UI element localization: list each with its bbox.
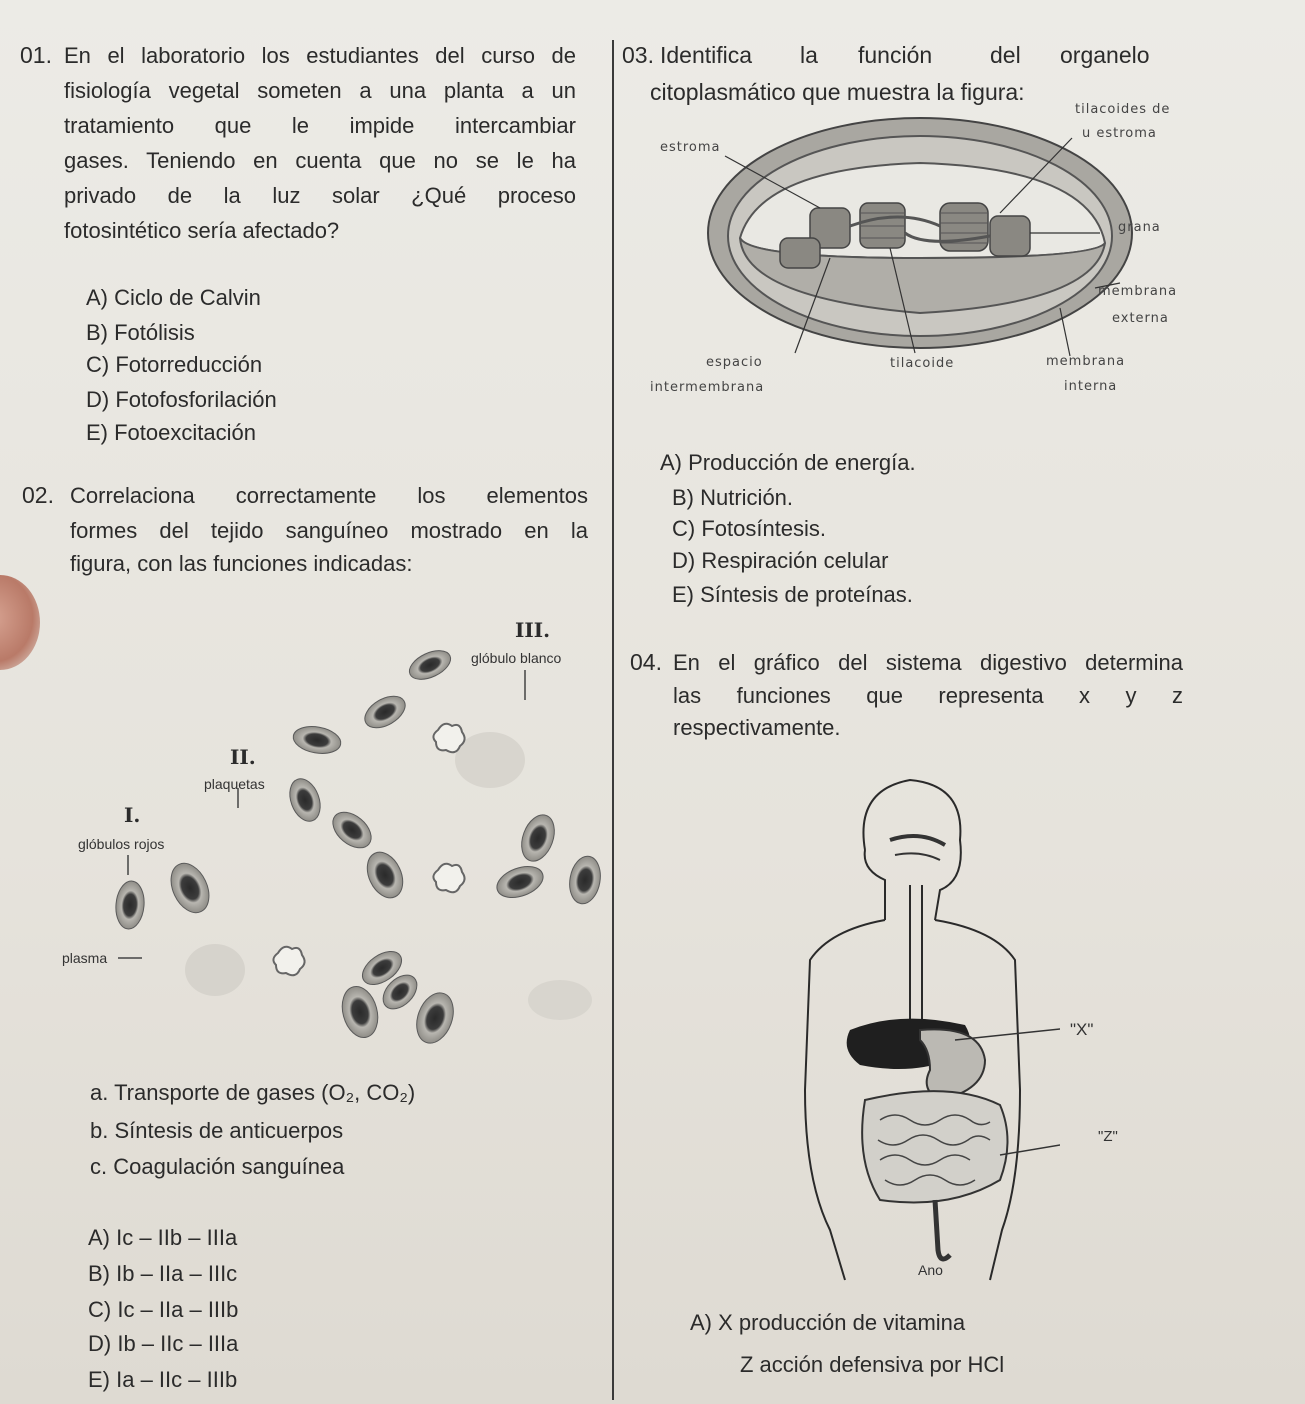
q01-line-3: tratamiento que le impide intercambiar bbox=[64, 113, 576, 138]
q01-option-a[interactable]: A) Ciclo de Calvin bbox=[86, 285, 261, 310]
label-membrana-externa-2: externa bbox=[1112, 311, 1169, 326]
label-x: "X" bbox=[1070, 1020, 1094, 1039]
q01-number: 01. bbox=[20, 42, 52, 68]
q02-line-1: Correlaciona correctamente los elementos bbox=[70, 483, 588, 508]
roman-two: II. bbox=[230, 745, 256, 769]
q03-word-5: organelo bbox=[1060, 42, 1150, 68]
q02-number: 02. bbox=[22, 482, 54, 508]
q02-option-e[interactable]: E) Ia – IIc – IIIb bbox=[88, 1367, 238, 1392]
q03-word-2: la bbox=[800, 42, 818, 68]
digestive-system-figure bbox=[770, 760, 1060, 1300]
q03-option-a[interactable]: A) Producción de energía. bbox=[660, 450, 916, 475]
q01-line-1: En el laboratorio los estudiantes del curso de bbox=[64, 43, 576, 68]
q02-line-2: formes del tejido sanguíneo mostrado en la bbox=[70, 518, 588, 543]
q01-option-c[interactable]: C) Fotorreducción bbox=[86, 352, 263, 377]
q04-line-3: respectivamente. bbox=[673, 715, 841, 740]
roman-one: I. bbox=[124, 803, 141, 827]
label-espacio-1: espacio bbox=[706, 355, 763, 370]
blood-cells-figure bbox=[60, 600, 610, 1060]
label-membrana-interna-1: membrana bbox=[1046, 354, 1126, 369]
label-red-blood-cells: glóbulos rojos bbox=[78, 836, 165, 852]
chloroplast-figure bbox=[700, 108, 1140, 368]
label-tilacoide: tilacoide bbox=[890, 356, 955, 371]
q01-line-6: fotosintético sería afectado? bbox=[64, 218, 340, 243]
roman-three: III. bbox=[515, 618, 551, 642]
label-espacio-2: intermembrana bbox=[650, 380, 765, 395]
label-z: "Z" bbox=[1098, 1128, 1118, 1145]
label-white-blood-cell: glóbulo blanco bbox=[471, 650, 562, 666]
q03-word-4: del bbox=[990, 42, 1021, 68]
q02-line-3: figura, con las funciones indicadas: bbox=[70, 551, 413, 576]
q04-line-1: En el gráfico del sistema digestivo determina bbox=[673, 650, 1183, 675]
q03-number: 03. bbox=[622, 42, 654, 68]
label-membrana-externa-1: membrana bbox=[1098, 284, 1178, 299]
q03-word-1: Identifica bbox=[660, 42, 753, 68]
q01-line-2: fisiología vegetal someten a una planta a un bbox=[64, 78, 576, 103]
label-platelets: plaquetas bbox=[204, 776, 265, 792]
q02-function-a: a. Transporte de gases (O₂, CO₂) bbox=[90, 1080, 416, 1105]
q02-option-a[interactable]: A) Ic – IIb – IIIa bbox=[88, 1225, 238, 1250]
label-ano: Ano bbox=[918, 1262, 943, 1278]
q04-number: 04. bbox=[630, 649, 662, 675]
label-plasma: plasma bbox=[62, 950, 108, 966]
label-estroma: estroma bbox=[660, 140, 721, 155]
q03-option-c[interactable]: C) Fotosíntesis. bbox=[672, 516, 827, 541]
q02-option-d[interactable]: D) Ib – IIc – IIIa bbox=[88, 1331, 239, 1356]
q03-option-d[interactable]: D) Respiración celular bbox=[672, 548, 889, 573]
column-divider bbox=[612, 40, 614, 1400]
q03-option-b[interactable]: B) Nutrición. bbox=[672, 485, 794, 510]
q02-function-c: c. Coagulación sanguínea bbox=[90, 1154, 345, 1179]
q01-option-b[interactable]: B) Fotólisis bbox=[86, 320, 195, 345]
q04-option-a-line-2: Z acción defensiva por HCl bbox=[740, 1352, 1005, 1377]
label-tilacoides-2: u estroma bbox=[1082, 126, 1157, 141]
gas-formula: (O₂, CO₂) bbox=[321, 1080, 416, 1105]
q03-word-3: función bbox=[858, 42, 933, 68]
q01-option-d[interactable]: D) Fotofosforilación bbox=[86, 387, 277, 412]
q02-option-b[interactable]: B) Ib – IIa – IIIc bbox=[88, 1261, 238, 1286]
q04-option-a-line-1[interactable]: A) X producción de vitamina bbox=[690, 1310, 966, 1335]
q02-function-b: b. Síntesis de anticuerpos bbox=[90, 1118, 344, 1143]
q04-line-2: las funciones que representa x y z bbox=[673, 683, 1183, 708]
label-membrana-interna-2: interna bbox=[1064, 379, 1118, 394]
q01-line-5: privado de la luz solar ¿Qué proceso bbox=[64, 183, 576, 208]
q01-option-e[interactable]: E) Fotoexcitación bbox=[86, 420, 256, 445]
q01-line-4: gases. Teniendo en cuenta que no se le ha bbox=[64, 148, 576, 173]
label-grana: grana bbox=[1118, 220, 1161, 235]
q03-option-e[interactable]: E) Síntesis de proteínas. bbox=[672, 582, 913, 607]
label-tilacoides-1: tilacoides de bbox=[1075, 102, 1171, 117]
q03-line-2: citoplasmático que muestra la figura: bbox=[650, 79, 1025, 105]
q02-option-c[interactable]: C) Ic – IIa – IIIb bbox=[88, 1297, 239, 1322]
